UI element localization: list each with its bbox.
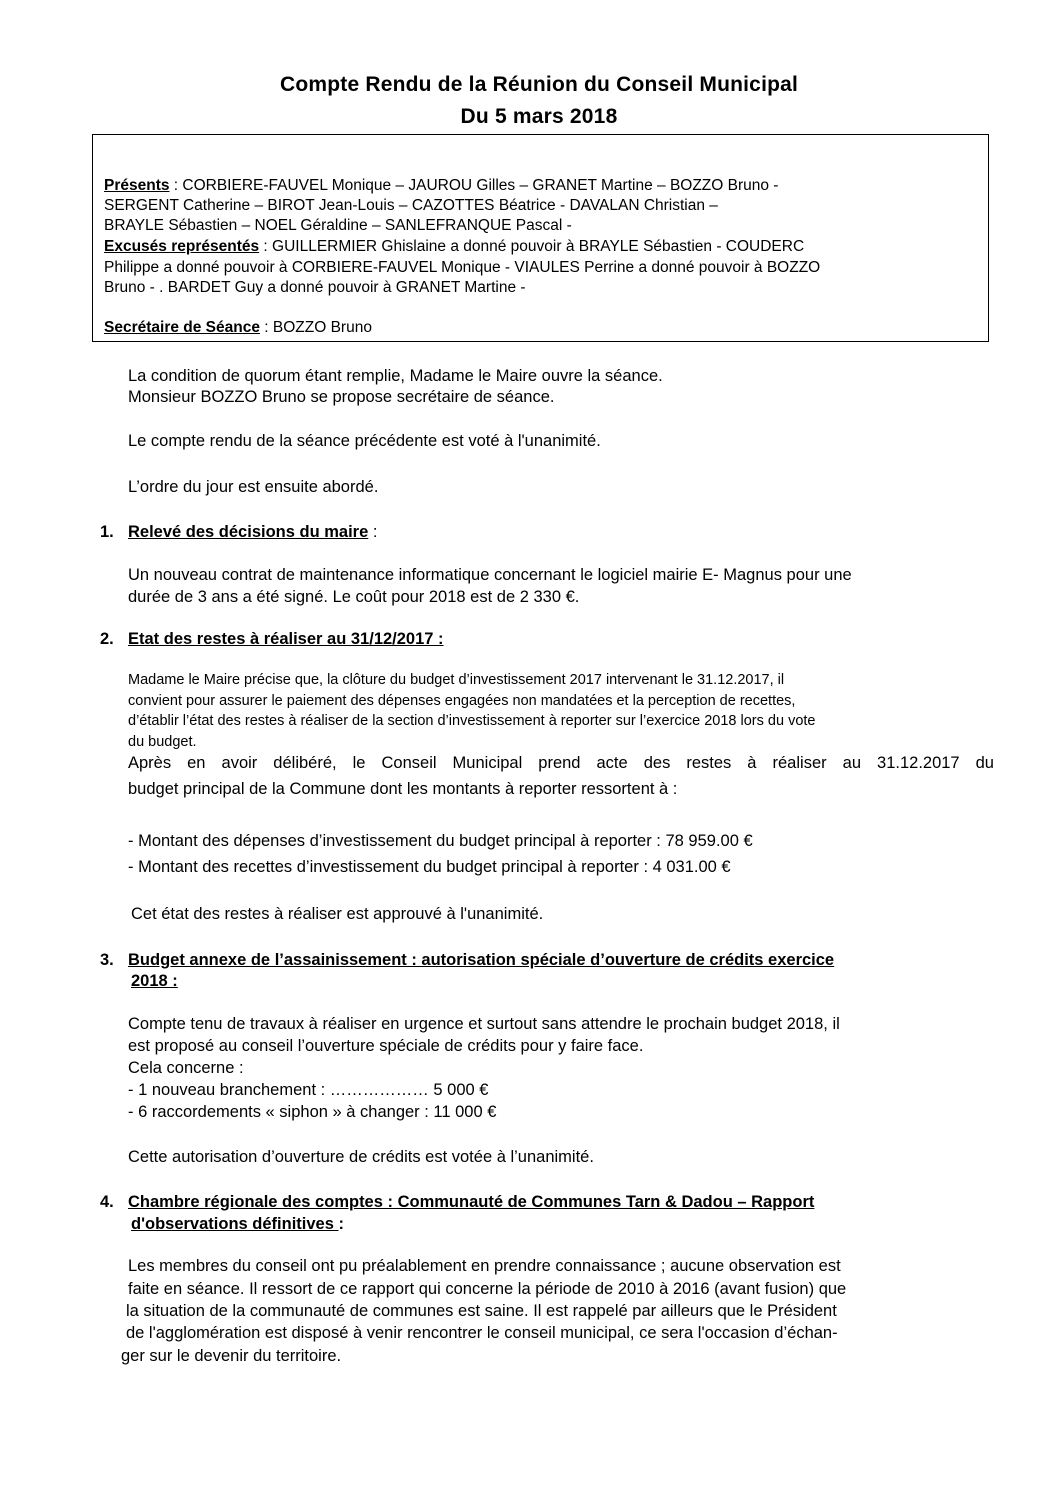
- presents-line-1: [104, 178, 778, 194]
- secretaire-value: : BOZZO Bruno: [259, 319, 372, 336]
- section-3-text-2: est proposé au conseil l’ouverture spéciale de crédits pour y faire face.: [128, 1037, 644, 1055]
- section-3-heading-2: 2018 :: [131, 972, 178, 990]
- excuses-line-1: [104, 239, 804, 255]
- section-4-text-1: Les membres du conseil ont pu préalablement en prendre connaissance ; aucune observation est: [128, 1257, 841, 1275]
- section-4-heading-2-line: [131, 1216, 344, 1233]
- section-3-text-3: Cela concerne :: [128, 1059, 244, 1077]
- page-title-line1: Compte Rendu de la Réunion du Conseil Municipal: [279, 73, 799, 96]
- excuses-label: Excusés représentés: [104, 238, 260, 255]
- section-4-text-5: ger sur le devenir du territoire.: [121, 1347, 342, 1365]
- section-2-small-2: convient pour assurer le paiement des dépenses engagées non mandatées et la perception de recettes,: [128, 693, 796, 709]
- section-1-heading: Relevé des décisions du maire: [128, 523, 369, 541]
- section-4-heading-suffix: :: [338, 1215, 344, 1233]
- section-2-item-depenses: - Montant des dépenses d’investissement du budget principal à reporter : 78 959.00 €: [128, 832, 753, 850]
- intro-previous-minutes: Le compte rendu de la séance précédente est voté à l'unanimité.: [128, 432, 601, 450]
- secretaire-line: [104, 320, 372, 336]
- section-2-small-3: d’établir l’état des restes à réaliser de la section d’investissement à reporter sur l’exercice 2018 lors du vote: [128, 713, 816, 729]
- section-3-heading-1: Budget annexe de l’assainissement : autorisation spéciale d’ouverture de crédits exercice: [128, 951, 835, 969]
- section-4-heading-1: Chambre régionale des comptes : Communauté de Communes Tarn & Dadou – Rapport: [128, 1193, 815, 1211]
- page-title-line2: Du 5 mars 2018: [460, 105, 618, 128]
- section-3-conclusion: Cette autorisation d’ouverture de crédits est votée à l’unanimité.: [128, 1148, 594, 1166]
- presents-label: Présents: [104, 177, 170, 194]
- section-1-heading-suffix: :: [368, 523, 378, 541]
- excuses-text-1: : GUILLERMIER Ghislaine a donné pouvoir à BRAYLE Sébastien - COUDERC: [259, 238, 805, 255]
- section-1-number: 1.: [100, 523, 114, 541]
- section-1-text-2: durée de 3 ans a été signé. Le coût pour 2018 est de 2 330 €.: [128, 588, 580, 606]
- excuses-line-2: Philippe a donné pouvoir à CORBIERE-FAUVEL Monique - VIAULES Perrine a donné pouvoir à BOZZO: [104, 259, 821, 276]
- presents-line-3: BRAYLE Sébastien – NOEL Géraldine – SANLEFRANQUE Pascal -: [104, 217, 572, 234]
- section-4-heading-2: d'observations définitives: [131, 1215, 339, 1233]
- section-2-small-4: du budget.: [128, 734, 197, 750]
- section-2-text-5: Après en avoir délibéré, le Conseil Municipal prend acte des restes à réaliser au 31.12.2017 du: [128, 754, 994, 772]
- intro-quorum: La condition de quorum étant remplie, Madame le Maire ouvre la séance.: [128, 367, 663, 385]
- section-4-text-2: faite en séance. Il ressort de ce rapport qui concerne la période de 2010 à 2016 (avant fusion) que: [128, 1280, 847, 1298]
- presents-line-2: SERGENT Catherine – BIROT Jean-Louis – CAZOTTES Béatrice - DAVALAN Christian –: [104, 197, 718, 214]
- intro-agenda: L’ordre du jour est ensuite abordé.: [128, 478, 379, 496]
- section-3-number: 3.: [100, 951, 114, 969]
- section-2-small-1: Madame le Maire précise que, la clôture du budget d’investissement 2017 intervenant le 31.12.2017, il: [128, 672, 785, 688]
- section-4-text-3: la situation de la communauté de communes est saine. Il est rappelé par ailleurs que le Président: [126, 1302, 837, 1320]
- section-3-item-branchement: - 1 nouveau branchement : ……………… 5 000 €: [128, 1081, 489, 1099]
- secretaire-label: Secrétaire de Séance: [104, 319, 260, 336]
- intro-secretary: Monsieur BOZZO Bruno se propose secrétaire de séance.: [128, 388, 555, 406]
- section-3-item-raccordements: - 6 raccordements « siphon » à changer : 11 000 €: [128, 1103, 497, 1121]
- section-2-text-6: budget principal de la Commune dont les montants à reporter ressortent à :: [128, 780, 678, 798]
- section-2-item-recettes: - Montant des recettes d’investissement du budget principal à reporter : 4 031.00 €: [128, 858, 731, 876]
- section-4-text-4: de l'agglomération est disposé à venir rencontrer le conseil municipal, ce sera l'occasion d’échan-: [126, 1324, 838, 1342]
- section-2-heading: Etat des restes à réaliser au 31/12/2017 :: [128, 630, 444, 648]
- excuses-line-3: Bruno - . BARDET Guy a donné pouvoir à GRANET Martine -: [104, 279, 526, 296]
- section-3-text-1: Compte tenu de travaux à réaliser en urgence et surtout sans attendre le prochain budget 2018, il: [128, 1015, 840, 1033]
- presents-text-1: : CORBIERE-FAUVEL Monique – JAUROU Gilles – GRANET Martine – BOZZO Bruno -: [169, 177, 779, 194]
- section-1-text-1: Un nouveau contrat de maintenance informatique concernant le logiciel mairie E- Magnus pour une: [128, 566, 852, 584]
- section-2-number: 2.: [100, 630, 114, 648]
- section-2-conclusion: Cet état des restes à réaliser est approuvé à l'unanimité.: [131, 905, 544, 923]
- section-1-heading-line: [128, 524, 377, 541]
- section-4-number: 4.: [100, 1193, 114, 1211]
